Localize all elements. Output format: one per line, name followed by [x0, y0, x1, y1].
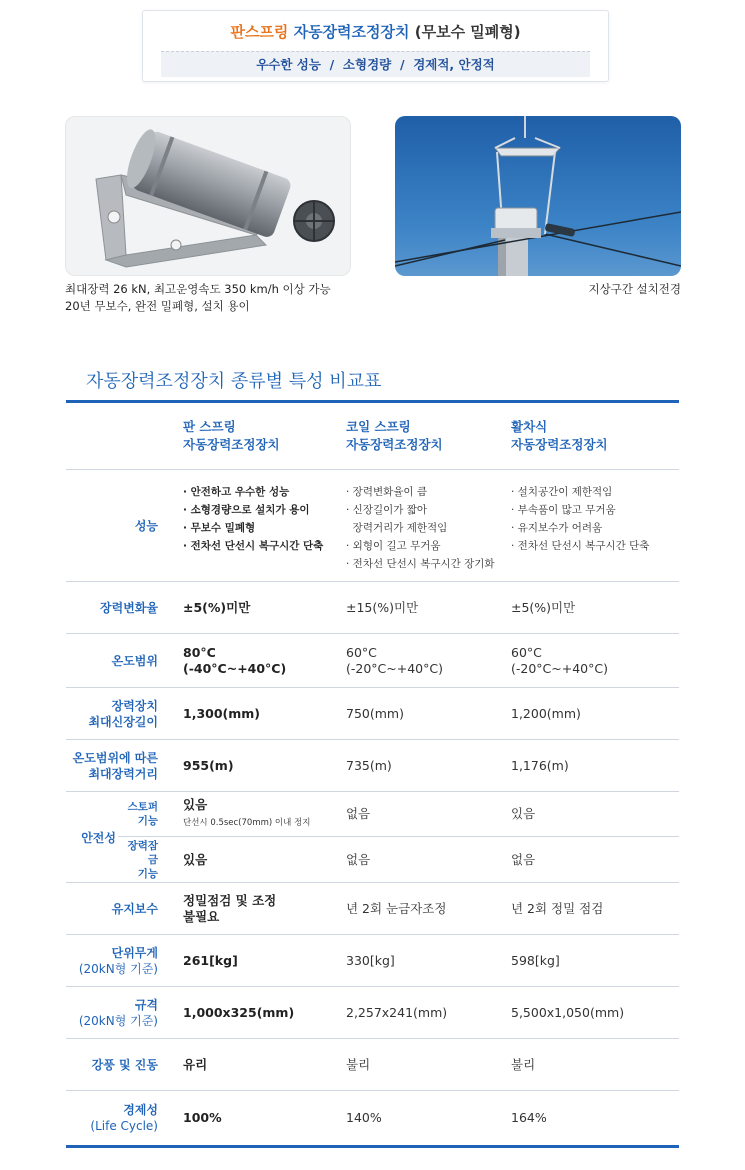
column-header-coil-spring	[330, 418, 498, 454]
table-cell: 유리	[183, 1056, 208, 1072]
row-label-line: 스토퍼	[127, 801, 158, 813]
table-cell: 100%	[183, 1110, 222, 1125]
cell-line: (-20°C~+40°C)	[346, 660, 443, 676]
column-header-leaf-spring	[166, 418, 330, 454]
table-cell: 불리	[511, 1056, 536, 1072]
table-row-tension-change	[66, 582, 679, 634]
table-row-wind	[66, 1039, 679, 1091]
table-row-economy	[66, 1091, 679, 1145]
row-label-line: 경제성	[123, 1103, 158, 1117]
row-label	[66, 997, 166, 1029]
table-cell: 750(mm)	[346, 705, 404, 721]
installation-caption: 지상구간 설치전경	[588, 282, 681, 296]
table-cell: 2,257x241(mm)	[346, 1004, 448, 1020]
table-row-safety	[66, 792, 679, 883]
table-cell: 1,200(mm)	[511, 705, 581, 721]
title-type: (무보수 밀폐형)	[414, 23, 521, 41]
row-label-line: 장력잠금	[127, 839, 158, 866]
column-header-line: 자동장력조정장치	[511, 437, 608, 452]
cell-line: (-20°C~+40°C)	[511, 660, 608, 676]
table-cell	[166, 893, 330, 925]
cell-line: 불필요	[183, 908, 220, 924]
table-cell: 있음	[511, 806, 536, 821]
caption-line: 20년 무보수, 완전 밀폐형, 설치 용이	[65, 299, 250, 313]
product-caption	[65, 281, 375, 315]
table-row-unit-weight	[66, 935, 679, 987]
title-device: 자동장력조정장치	[293, 23, 410, 41]
list-item: · 외형이 길고 무거움	[346, 540, 441, 552]
table-header	[66, 403, 679, 470]
table-cell: 735(m)	[346, 757, 392, 773]
row-label	[118, 839, 166, 881]
table-row-temperature	[66, 634, 679, 688]
list-item: · 무보수 밀폐형	[183, 522, 256, 534]
performance-coil-spring	[330, 483, 498, 573]
list-item: · 안전하고 우수한 성능	[183, 486, 290, 498]
column-header-line: 자동장력조정장치	[346, 437, 443, 452]
row-label-line: 기능	[137, 867, 158, 880]
column-header-line: 자동장력조정장치	[183, 437, 280, 452]
table-cell: 1,176(m)	[511, 757, 569, 773]
column-header-pulley	[498, 418, 679, 454]
list-item: · 전차선 단선시 복구시간 장기화	[346, 558, 495, 570]
row-label-line: (Life Cycle)	[90, 1119, 158, 1133]
tensioner-image	[66, 117, 351, 276]
row-label-line: 최대신장길이	[88, 714, 158, 729]
list-item: · 전차선 단선시 복구시간 단축	[511, 540, 650, 552]
row-label-line: 규격	[134, 997, 158, 1012]
table-cell: 년 2회 눈금자조정	[346, 900, 447, 916]
table-cell: 불리	[346, 1056, 371, 1072]
table-row-stopper	[118, 792, 679, 837]
row-label-line: 온도범위에 따른	[72, 750, 158, 765]
row-label-line: 최대장력거리	[88, 766, 158, 781]
page-title	[143, 21, 608, 42]
installation-photo	[395, 116, 681, 276]
row-label: 온도범위	[111, 653, 158, 668]
table-cell	[330, 645, 498, 677]
list-item: · 신장길이가 짧아	[346, 504, 428, 516]
list-item: · 유지보수가 어려움	[511, 522, 603, 534]
header-box	[142, 10, 609, 82]
cell-line: 있음	[183, 797, 208, 812]
table-cell	[498, 645, 679, 677]
row-label	[66, 750, 166, 782]
section-title: 자동장력조정장치 종류별 특성 비교표	[86, 371, 382, 392]
table-cell: 598[kg]	[511, 952, 560, 968]
list-item: · 전차선 단선시 복구시간 단축	[183, 540, 324, 552]
table-cell: ±5(%)미만	[511, 599, 576, 615]
caption-line: 최대장력 26 kN, 최고운영속도 350 km/h 이상 가능	[65, 282, 331, 296]
table-cell: 261[kg]	[183, 952, 238, 968]
list-item: · 부속품이 많고 무거움	[511, 504, 616, 516]
table-cell: ±5(%)미만	[183, 599, 251, 615]
title-product: 판스프링	[230, 23, 289, 41]
product-photo	[65, 116, 351, 276]
performance-pulley	[498, 483, 679, 555]
row-label	[66, 1102, 166, 1134]
table-row-maintenance	[66, 883, 679, 935]
table-row-spec	[66, 987, 679, 1039]
subtitle-bar: 우수한 성능 / 소형경량 / 경제적, 안정적	[161, 51, 590, 77]
table-cell: 1,000x325(mm)	[183, 1004, 295, 1020]
table-cell: ±15(%)미만	[346, 599, 419, 615]
comparison-table	[66, 400, 679, 1148]
table-cell	[166, 645, 330, 677]
row-label: 유지보수	[111, 901, 158, 916]
table-cell: 5,500x1,050(mm)	[511, 1004, 625, 1020]
table-row-tension-lock	[118, 837, 679, 882]
column-header-line: 코일 스프링	[346, 419, 411, 434]
column-header-line: 판 스프링	[183, 419, 236, 434]
table-cell: 없음	[346, 806, 371, 821]
row-label	[66, 698, 166, 730]
table-row-max-extension	[66, 688, 679, 740]
table-cell: 없음	[511, 851, 536, 867]
list-item: · 소형경량으로 설치가 용이	[183, 504, 310, 516]
row-label: 강풍 및 진동	[91, 1057, 158, 1072]
table-cell: 140%	[346, 1110, 382, 1125]
row-label	[118, 800, 166, 828]
table-cell	[166, 797, 330, 831]
safety-subrows	[118, 792, 679, 882]
table-cell: 330[kg]	[346, 952, 395, 968]
table-row-max-distance	[66, 740, 679, 792]
row-label-line: 단위무게	[111, 945, 158, 960]
table-cell: 955(m)	[183, 757, 234, 773]
cell-line: 80°C	[183, 644, 216, 660]
row-label-line: 장력장치	[111, 698, 158, 713]
performance-leaf-spring	[166, 483, 330, 555]
cell-line: (-40°C~+40°C)	[183, 660, 287, 676]
cell-note: 단선시 0.5sec(70mm) 이내 정지	[183, 818, 311, 828]
column-header-line: 활차식	[511, 419, 548, 434]
table-cell: 년 2회 정밀 점검	[511, 900, 604, 916]
row-label-line: (20kN형 기준)	[78, 961, 158, 976]
list-item: · 설치공간이 제한적임	[511, 486, 613, 498]
row-label-line: (20kN형 기준)	[78, 1013, 158, 1028]
row-label: 장력변화율	[100, 600, 158, 615]
row-label: 안전성	[81, 830, 116, 845]
cell-line: 60°C	[346, 644, 377, 660]
table-cell: 있음	[183, 851, 208, 867]
table-cell: 1,300(mm)	[183, 705, 261, 721]
table-cell: 없음	[346, 851, 371, 867]
cell-line: 정밀점검 및 조정	[183, 892, 277, 908]
row-label-line: 기능	[137, 815, 158, 827]
list-item: 장력거리가 제한적임	[346, 522, 448, 534]
list-item: · 장력변화율이 큼	[346, 486, 428, 498]
row-label: 성능	[134, 519, 158, 533]
row-label	[66, 945, 166, 977]
table-cell: 164%	[511, 1110, 547, 1125]
table-row-performance	[66, 470, 679, 582]
cell-line: 60°C	[511, 644, 542, 660]
installation-image	[395, 116, 681, 276]
